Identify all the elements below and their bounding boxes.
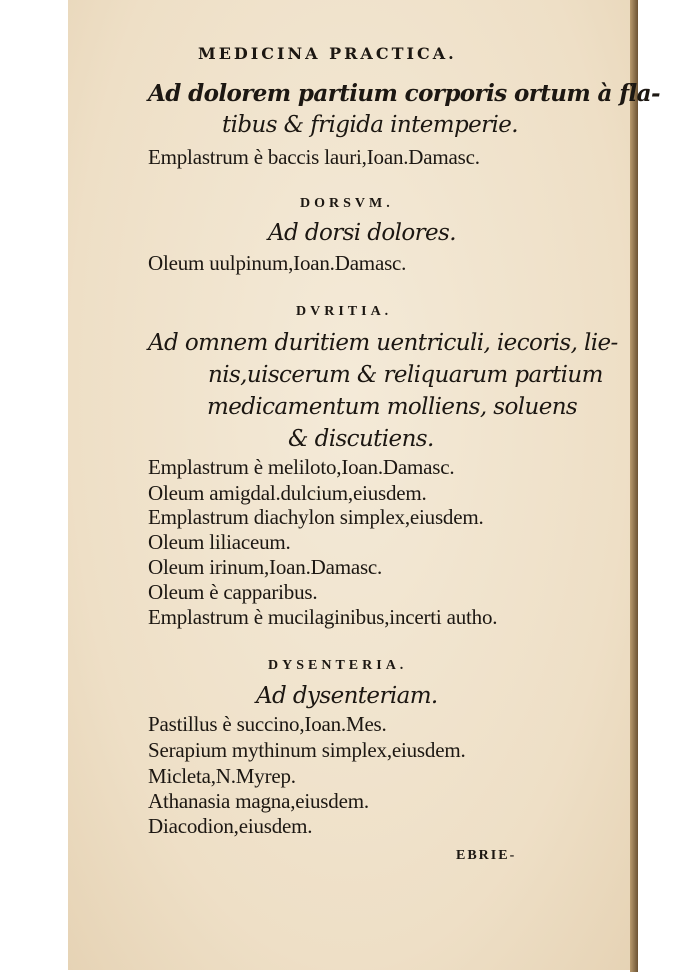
remedy-entry: Diacodion,eiusdem. — [148, 814, 313, 838]
remedy-entry: Micleta,N.Myrep. — [148, 764, 296, 788]
section-title-line: medicamentum molliens, soluens — [207, 394, 578, 420]
section-title-line: Ad dorsi dolores. — [268, 220, 456, 246]
catchword: EBRIE- — [456, 848, 517, 863]
remedy-entry: Emplastrum è baccis lauri,Ioan.Damasc. — [148, 145, 480, 169]
remedy-entry: Pastillus è succino,Ioan.Mes. — [148, 712, 387, 736]
section-heading: DORSVM. — [300, 196, 394, 211]
remedy-entry: Athanasia magna,eiusdem. — [148, 789, 369, 813]
remedy-entry: Emplastrum è mucilaginibus,incerti autho. — [148, 605, 498, 629]
section-title-line: nis,uiscerum & reliquarum partium — [208, 362, 603, 388]
section-title-line: tibus & frigida intemperie. — [222, 112, 518, 138]
section-heading: DVRITIA. — [296, 304, 393, 319]
remedy-entry: Oleum è capparibus. — [148, 580, 318, 604]
remedy-entry: Emplastrum è meliloto,Ioan.Damasc. — [148, 455, 455, 479]
section-title-line: Ad dysenteriam. — [256, 683, 438, 709]
running-head: MEDICINA PRACTICA. — [198, 44, 457, 63]
remedy-entry: Serapium mythinum simplex,eiusdem. — [148, 738, 466, 762]
section-heading: DYSENTERIA. — [268, 658, 408, 673]
remedy-entry: Oleum liliaceum. — [148, 530, 291, 554]
remedy-entry: Oleum irinum,Ioan.Damasc. — [148, 555, 383, 579]
remedy-entry: Oleum uulpinum,Ioan.Damasc. — [148, 251, 407, 275]
section-title-line: & discutiens. — [288, 426, 434, 452]
section-title-line: Ad dolorem partium corporis ortum à fla- — [148, 80, 660, 107]
remedy-entry: Oleum amigdal.dulcium,eiusdem. — [148, 481, 427, 505]
section-title-line: Ad omnem duritiem uentriculi, iecoris, lie- — [148, 330, 618, 356]
remedy-entry: Emplastrum diachylon simplex,eiusdem. — [148, 505, 484, 529]
page-edge — [630, 0, 638, 972]
